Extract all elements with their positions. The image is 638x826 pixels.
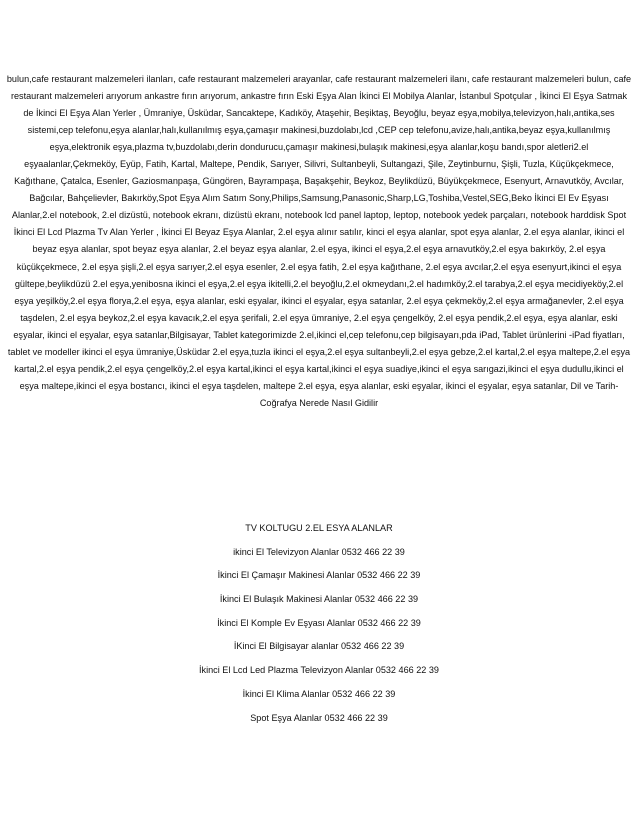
contact-line: ikinci El Televizyon Alanlar 0532 466 22 39 bbox=[233, 546, 405, 557]
contact-lines bbox=[0, 520, 638, 733]
body-paragraph: bulun,cafe restaurant malzemeleri ilanları, cafe restaurant malzemeleri arayanlar, cafe restaurant malzemeleri ilanı, cafe restaurant malzemeleri bulun, cafe restaurant malzemeleri arıyorum ankastre fırın arıyorum, ankastre fırın Eski Eşya Alan İkinci El Mobilya Alanlar, İstanbul Spotçular , İkinci El Eşya Satmak de İkinci El Eşya Alan Yerler , Ümraniye, Üsküdar, Sancaktepe, Kadıköy, Ataşehir, Beşiktaş, Beyoğlu, beyaz eşya,mobilya,televizyon,halı,antika,ses sistemi,cep telefonu,eşya alanlar,halı,kullanılmış eşya,çamaşır makinesi,buzdolabı,lcd ,CEP cep telefonu,avize,halı,antika,beyaz eşya,kullanılmış eşya,elektronik eşya,plazma tv,buzdolabı,derin dondurucu,çamaşır makinesi,bulaşık makinesi,eşya alanlar,koşu bandı,spor aletleri2.el eşyaalanlar,Çekmeköy, Eyüp, Fatih, Kartal, Maltepe, Pendik, Sarıyer, Silivri, Sultanbeyli, Sultangazi, Şile, Zeytinburnu, Şişli, Tuzla, Küçükçekmece, Kağıthane, Çatalca, Esenler, Gaziosmanpaşa, Güngören, Bayrampaşa, Başakşehir, Beykoz, Beylikdüzü, Büyükçekmece, Esenyurt, Arnavutköy, Avcılar, Bağcılar, Bahçelievler, Bakırköy,Spot Eşya Alım Satım Sony,Philips,Samsung,Panasonic,Sharp,LG,Toshiba,Vestel,SEG,Beko İkinci El Ev Eşyası Alanlar,2.el notebook, 2.el dizüstü, notebook ekranı, dizüstü ekranı, notebook lcd panel laptop, leptop, notebook yedek parçaları, notebook harddisk Spot İkinci El Lcd Plazma Tv Alan Yerler , İkinci El Beyaz Eşya Alanlar, 2.el eşya alınır satılır, kinci el eşya alanlar, spot eşya alanlar, 2.el eşya alanlar, ikinci el beyaz eşya alanlar, spot beyaz eşya alanlar, 2.el beyaz eşya alanlar, 2.el eşya, ikinci el eşya,2.el eşya arnavutköy,2.el eşya bakırköy, 2.el eşya küçükçekmece, 2.el eşya şişli,2.el eşya sarıyer,2.el eşya esenler, 2.el eşya fatih, 2.el eşya kağıthane, 2.el eşya avcılar,2.el eşya esenyurt,ikinci el eşya gültepe,beylikdüzü 2.el eşya,yenibosna ikinci el eşya,2.el eşya ikitelli,2.el beyoğlu,2.el okmeydanı,2.el hadımköy,2.el tarabya,2.el eşya mecidiyeköy,2.el eşya yeşilköy,2.el eşya florya,2.el eşya, eşya alanlar, eski eşyalar, ikinci el eşyalar, eşya satanlar, 2.el eşya çekmeköy,2.el eşya armağanevler, 2.el eşya taşdelen, 2.el eşya beykoz,2.el eşya kavacık,2.el eşya şerifali, 2.el eşya ümraniye, 2.el eşya çengelköy, 2.el eşya pendik,2.el eşya, eşya alanlar, eski eşyalar, ikinci el eşyalar, eşya satanlar,Bilgisayar, Tablet kategorimizde 2.el,ikinci el,cep telefonu,cep bilgisayarı,pda iPad, Tablet ürünlerini -iPad fiyatları, tablet ve modeller ikinci el eşya ümraniye,Üsküdar 2.el eşya,tuzla ikinci el eşya,2.el eşya sultanbeyli,2.el eşya gebze,2.el kartal,2.el eşya maltepe,2.el eşya kartal,2.el eşya pendik,2.el eşya çengelköy,2.el eşya kartal,ikinci el eşya kartal,ikinci el eşya suadiye,ikinci el eşya sarıgazi,ikinci el eşya dudullu,ikinci el eşya maltepe,ikinci el eşya bostancı, ikinci el eşya taşdelen, maltepe 2.el eşya, eşya alanlar, eski eşyalar, ikinci el eşyalar, eşya satanlar, Dil ve Tarih-Coğrafya Nerede Nasıl Gidilir bbox=[6, 74, 632, 408]
contact-line: Spot Eşya Alanlar 0532 466 22 39 bbox=[250, 712, 388, 723]
contact-line: İkinci El Komple Ev Eşyası Alanlar 0532 466 22 39 bbox=[217, 617, 421, 628]
contact-line: İkinci El Lcd Led Plazma Televizyon Alanlar 0532 466 22 39 bbox=[199, 665, 439, 676]
contact-line: İKinci El Bilgisayar alanlar 0532 466 22 39 bbox=[233, 641, 405, 652]
contact-line: İkinci El Klima Alanlar 0532 466 22 39 bbox=[242, 688, 396, 699]
heading-line: TV KOLTUGU 2.EL ESYA ALANLAR bbox=[245, 523, 393, 533]
contact-line: İkinci El Bulaşık Makinesi Alanlar 0532 466 22 39 bbox=[219, 594, 419, 605]
contact-line: İkinci El Çamaşır Makinesi Alanlar 0532 466 22 39 bbox=[217, 570, 421, 581]
